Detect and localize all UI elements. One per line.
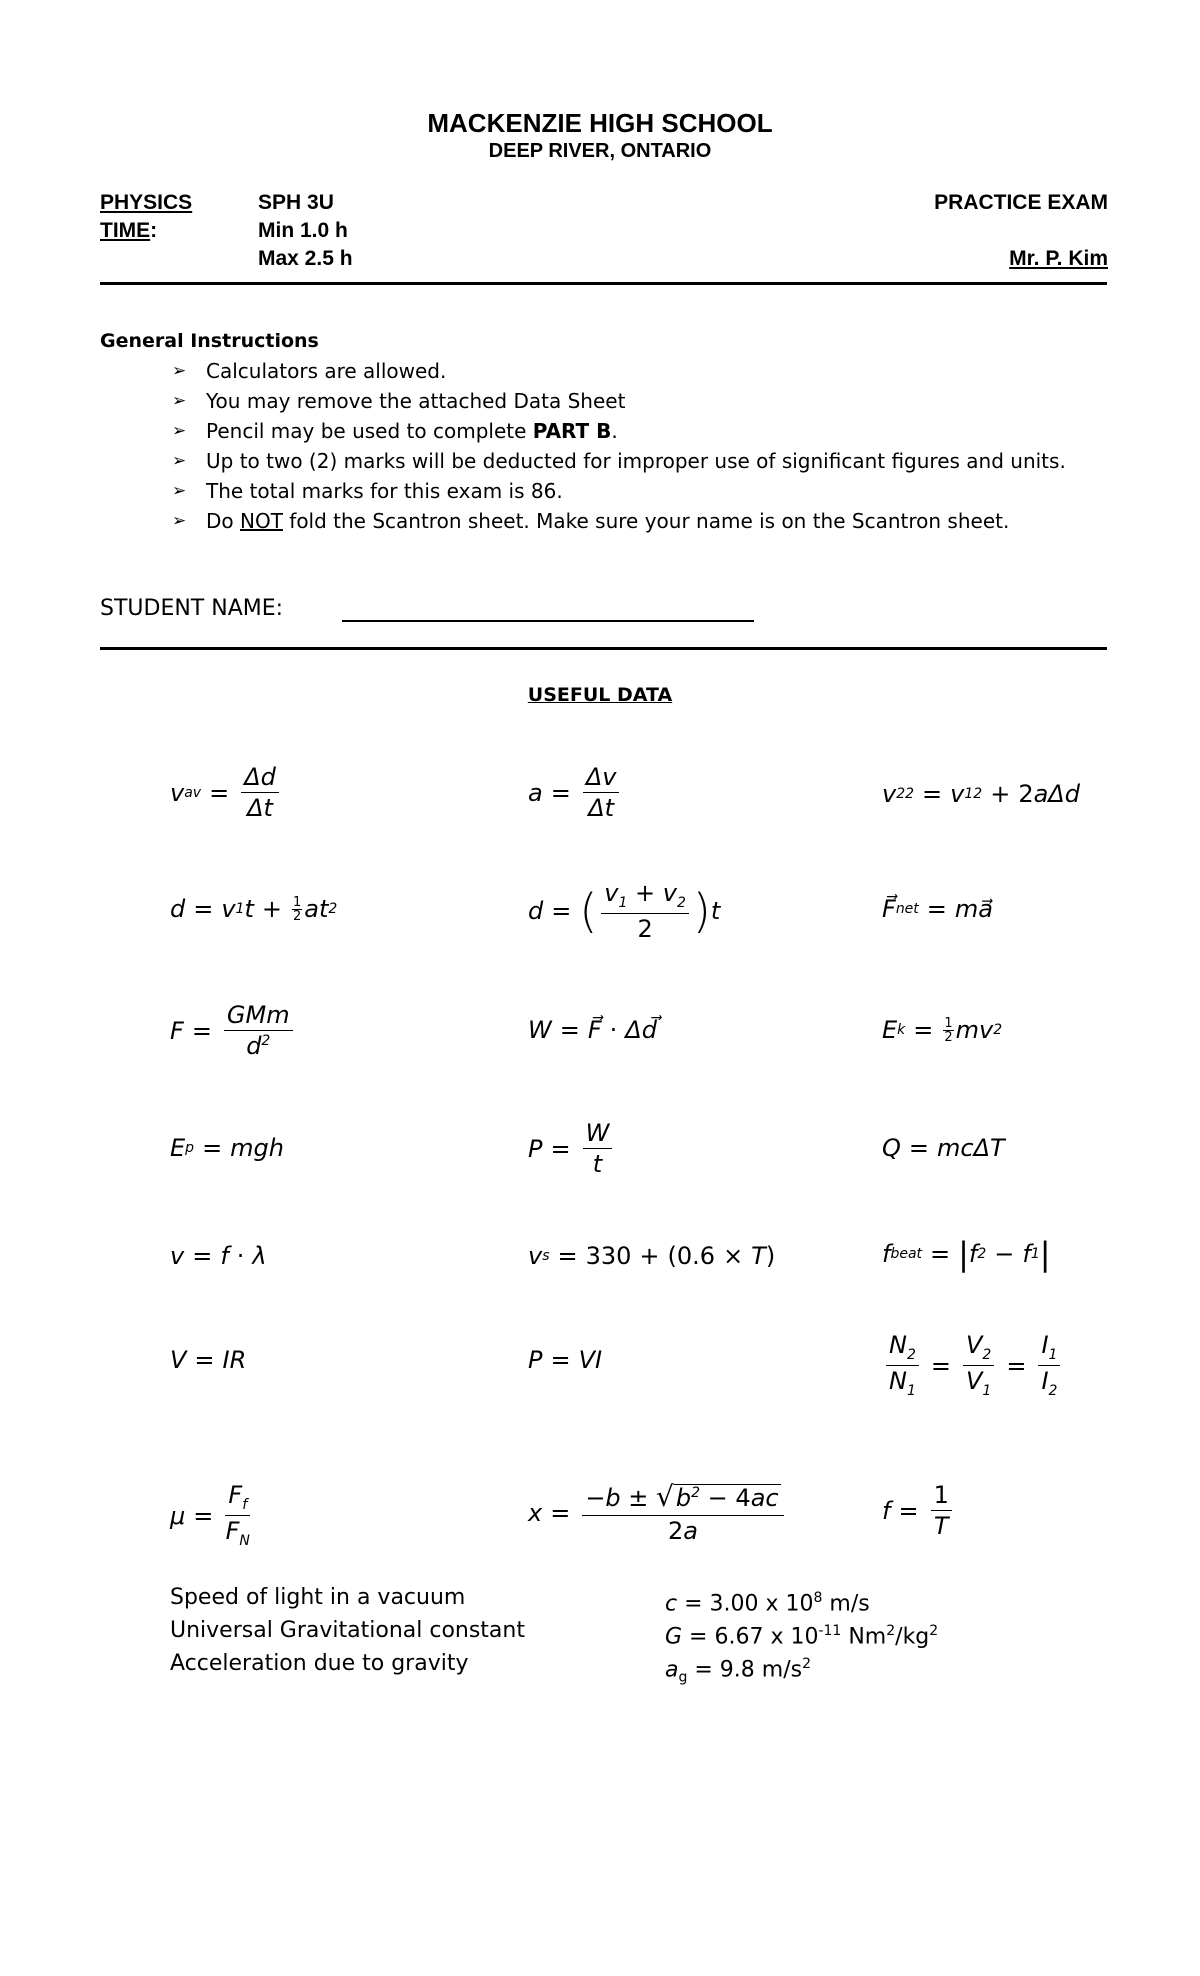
formula-quadratic: x = −b ± √ $b^2 - 4ac$ 2a xyxy=(528,1482,788,1544)
formula-heat: Q = mcΔT xyxy=(882,1134,1005,1162)
arrow-bullet-icon: ➢ xyxy=(172,391,187,411)
course-code: SPH 3U xyxy=(258,191,334,214)
formula-beat-frequency: f beat = | f 2 − f 1 | xyxy=(882,1235,1051,1273)
formula-transformer: $\frac{N_2}{N_1}$ = $\frac{V_2}{V_1}$ = $\frac{I_1}{I_2}$ xyxy=(882,1332,1064,1399)
formula-potential-energy: E p = mgh xyxy=(170,1134,284,1162)
list-item: ➢ Up to two (2) marks will be deducted for improper use of significant figures and units. xyxy=(172,446,1066,476)
formula-gravitation: F = $\frac{\text{GMm}}{d^2}$ xyxy=(170,1002,297,1060)
arrow-bullet-icon: ➢ xyxy=(172,451,187,471)
subject-label: PHYSICS xyxy=(100,191,193,214)
formula-average-velocity: v av = $\frac{\Delta d}{\Delta t}$ xyxy=(170,764,283,822)
instructions-list xyxy=(172,356,1066,536)
formula-power-work: P = $\frac{W}{t}$ xyxy=(528,1120,616,1178)
arrow-bullet-icon: ➢ xyxy=(172,511,187,531)
header-divider xyxy=(100,282,1107,285)
arrow-bullet-icon: ➢ xyxy=(172,421,187,441)
time-max: Max 2.5 h xyxy=(258,247,353,270)
useful-data-title: USEFUL DATA xyxy=(527,684,673,706)
school-location: DEEP RIVER, ONTARIO xyxy=(488,140,712,162)
list-item: ➢ Do NOT fold the Scantron sheet. Make sure your name is on the Scantron sheet. xyxy=(172,506,1066,536)
formula-speed-of-sound: v s = 330 + (0.6 × T ) xyxy=(528,1242,776,1270)
list-item: ➢ Pencil may be used to complete PART B. xyxy=(172,416,1066,446)
section-divider xyxy=(100,647,1107,650)
school-name: MACKENZIE HIGH SCHOOL xyxy=(427,108,773,138)
time-label: TIME: xyxy=(100,219,158,242)
constant-value-gravitation: G = 6.67 x $10^{-11}$ $Nm^2/kg^2$ xyxy=(665,1623,939,1650)
constant-label-gravity: Acceleration due to gravity xyxy=(170,1651,469,1676)
formula-electric-power: P = VI xyxy=(528,1346,603,1374)
student-name-field[interactable] xyxy=(342,620,754,622)
formula-kinematic-v2: v 2 2 = v 1 2 + 2 aΔd xyxy=(882,780,1080,808)
instructions-title: General Instructions xyxy=(100,330,319,352)
list-item: ➢ Calculators are allowed. xyxy=(172,356,1066,386)
time-min: Min 1.0 h xyxy=(258,219,348,242)
constant-label-light: Speed of light in a vacuum xyxy=(170,1585,466,1610)
constant-label-gravitation: Universal Gravitational constant xyxy=(170,1618,525,1643)
list-item: ➢ The total marks for this exam is 86. xyxy=(172,476,1066,506)
arrow-bullet-icon: ➢ xyxy=(172,361,187,381)
student-name-label: STUDENT NAME: xyxy=(100,596,284,621)
formula-wave-speed: v = f · λ xyxy=(170,1242,267,1270)
formula-acceleration: a = $\frac{\Delta v}{\Delta t}$ xyxy=(528,764,623,822)
formula-frequency-period: f = $\frac{1}{T}$ xyxy=(882,1482,956,1540)
formula-work: W = F⃗ · Δd⃗ xyxy=(528,1016,657,1044)
formula-friction-coefficient: μ = $\frac{F_f}{F_N}$ xyxy=(170,1481,250,1549)
constant-value-gravity: $a_g = 9.8$ $m/s^2$ xyxy=(665,1656,812,1686)
exam-type: PRACTICE EXAM xyxy=(934,191,1108,214)
arrow-bullet-icon: ➢ xyxy=(172,481,187,501)
formula-kinetic-energy: E k = $\frac{1}{2}$ mv 2 xyxy=(882,1015,1003,1045)
list-item: ➢ You may remove the attached Data Sheet xyxy=(172,386,1066,416)
teacher-name: Mr. P. Kim xyxy=(1009,247,1108,270)
constant-value-light: c = 3.00 x $10^8$ m/s xyxy=(665,1590,870,1617)
formula-ohms-law: V = IR xyxy=(170,1346,247,1374)
formula-displacement-avg: d = ( $\frac{v_1 + v_2}{2}$ ) t xyxy=(528,879,721,944)
formula-newton-second-law: F⃗ net = ma⃗ xyxy=(882,895,993,923)
formula-displacement-accel: d = v 1 t + $\frac{1}{2}$ at 2 xyxy=(170,894,338,924)
